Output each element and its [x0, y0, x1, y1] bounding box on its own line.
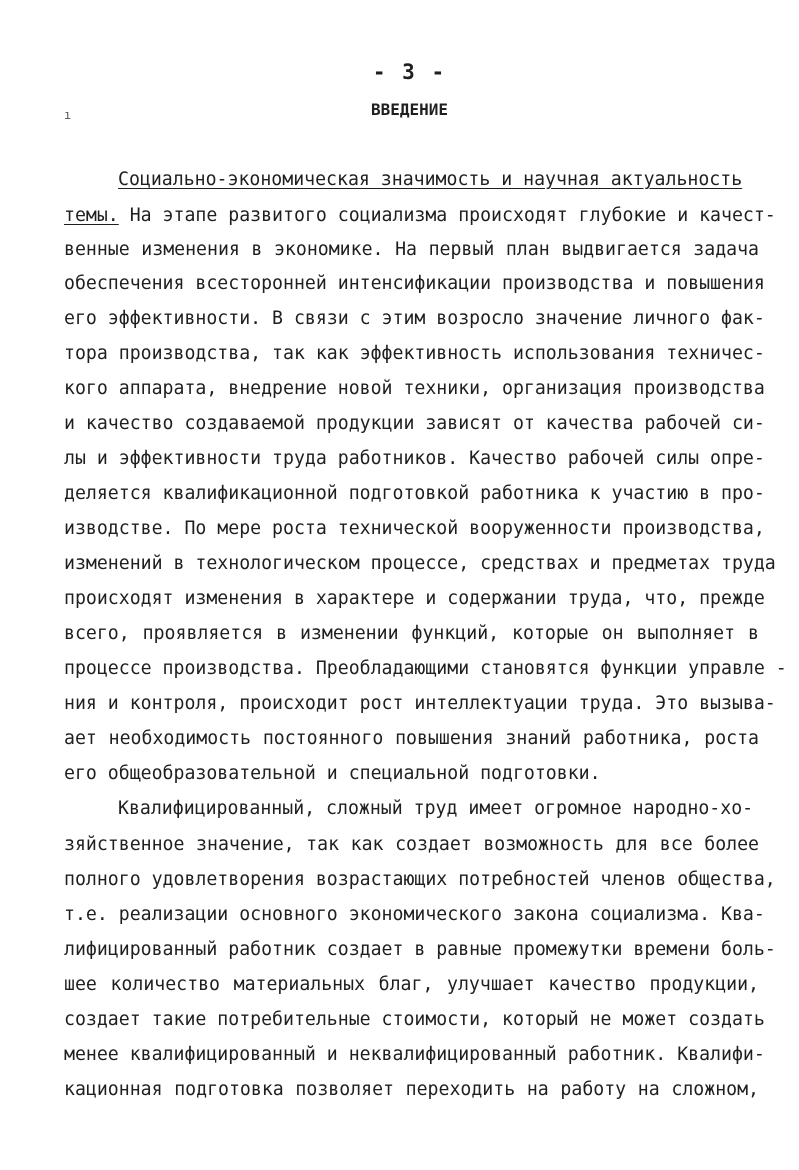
paragraph-1-line: и качество создаваемой продукции зависят от качества рабочей си- — [64, 413, 765, 434]
paragraph-1-line: ния и контроля, происходит рост интеллектуации труда. Это вызыва- — [64, 693, 776, 714]
paragraph-2-line: менее квалифицированный и неквалифицированный работник. Квалифи- — [64, 1044, 765, 1065]
paragraph-2-line: лифицированный работник создает в равные промежутки времени боль- — [64, 939, 776, 960]
paragraph-1-line: венные изменения в экономике. На первый план выдвигается задача — [64, 239, 759, 260]
paragraph-1-line: изводстве. По мере роста технической вооруженности производства, — [64, 518, 765, 539]
paragraph-2-line: кационная подготовка позволяет переходить на работу на сложном, — [64, 1079, 759, 1100]
topic-word: темы. — [64, 205, 119, 226]
paragraph-1-line: ает необходимость постоянного повышения знаний работника, роста — [64, 728, 759, 749]
paragraph-1-line: процессе производства. Преобладающими становятся функции управле - — [64, 658, 787, 679]
paragraph-1-line: его эффективности. В связи с этим возросло значение личного фак- — [64, 308, 765, 329]
page-title: ВВЕДЕНИЕ — [370, 100, 449, 119]
paragraph-1-line: происходят изменения в характере и содержании труда, что, прежде — [64, 588, 765, 609]
paragraph-1-line: кого аппарата, внедрение новой техники, организация производства — [64, 378, 765, 399]
paragraph-1-line: обеспечения всесторонней интенсификации производства и повышения — [64, 273, 765, 294]
paragraph-1-line: всего, проявляется в изменении функций, которые он выполняет в — [64, 623, 759, 644]
page-number: - 3 - — [372, 60, 447, 84]
scan-mark: ı — [64, 108, 72, 122]
paragraph-2-line: шее количество материальных благ, улучшает качество продукции, — [64, 974, 759, 995]
topic-relevance-heading: Социально-экономическая значимость и научная актуальность — [118, 169, 743, 190]
paragraph-1-line: изменений в технологическом процессе, средствах и предметах труда — [64, 553, 776, 574]
paragraph-2-line: зяйственное значение, так как создает возможность для все более — [64, 834, 759, 855]
paragraph-2-line: т.е. реализации основного экономического закона социализма. Ква- — [64, 904, 765, 925]
paragraph-1-line — [64, 204, 776, 228]
paragraph-2-line: создает такие потребительные стоимости, который не может создать — [64, 1009, 765, 1030]
paragraph-1-line: тора производства, так как эффективность использования техничес- — [64, 343, 765, 364]
text-span: На этапе развитого социализма происходят глубокие и качест- — [129, 205, 776, 226]
paragraph-1-line: лы и эффективности труда работников. Качество рабочей силы опре- — [64, 448, 765, 469]
paragraph-1-line: его общеобразовательной и специальной подготовки. — [64, 763, 601, 784]
paragraph-1-line: деляется квалификационной подготовкой работника к участию в про- — [64, 483, 765, 504]
paragraph-1-lead — [118, 168, 743, 192]
paragraph-2-line: Квалифицированный, сложный труд имеет огромное народно-хо- — [118, 798, 754, 819]
paragraph-2-line: полного удовлетворения возрастающих потребностей членов общества, — [64, 869, 776, 890]
